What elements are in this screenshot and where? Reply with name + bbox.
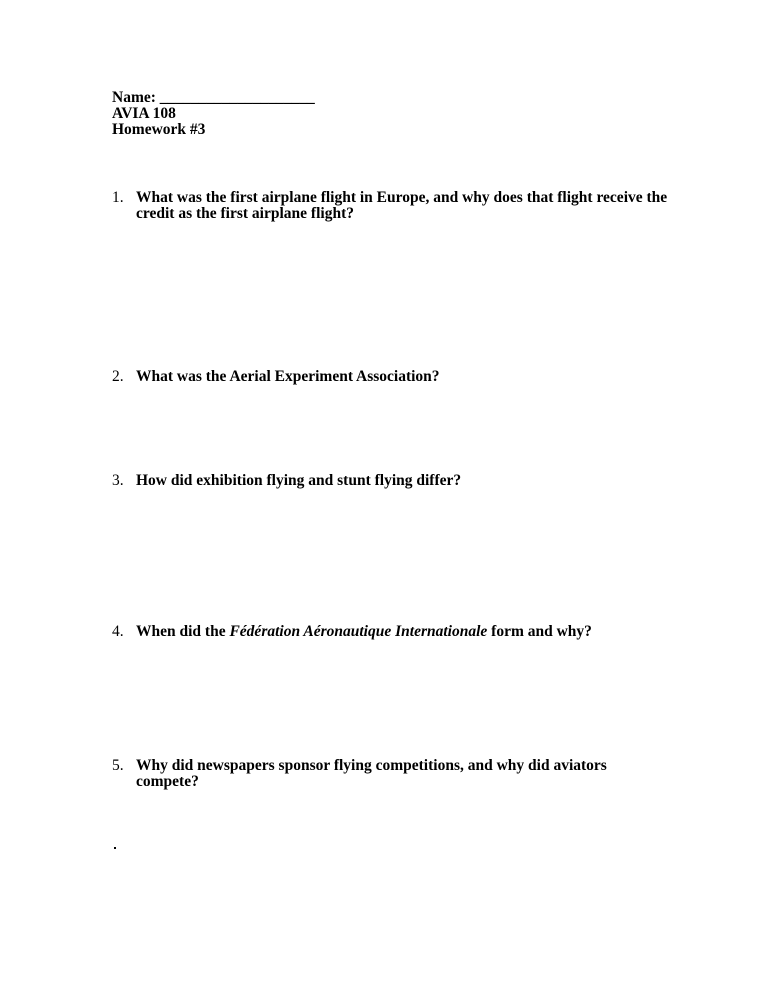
- question-text: What was the first airplane flight in Europe, and why does that flight receive the credit as the first airplane flight?: [136, 189, 668, 222]
- assignment-title: Homework #3: [112, 121, 206, 138]
- question-number: 5.: [112, 757, 124, 774]
- question-text: [136, 624, 672, 640]
- stray-mark: [114, 847, 116, 849]
- question-text: What was the Aerial Experiment Association?: [136, 368, 440, 385]
- course-code: AVIA 108: [112, 105, 176, 122]
- question-number: 2.: [112, 368, 124, 385]
- question-1: [112, 190, 672, 222]
- question-text: How did exhibition flying and stunt flying differ?: [136, 472, 462, 489]
- question-text-before: When did the: [136, 623, 230, 640]
- question-2: [112, 369, 672, 385]
- name-field-label: Name: ____________________: [112, 89, 315, 106]
- question-4: [112, 624, 672, 640]
- question-text: Why did newspapers sponsor flying competitions, and why did aviators compete?: [136, 757, 607, 790]
- document-header: [112, 90, 315, 138]
- question-number: 3.: [112, 472, 124, 489]
- question-number: 1.: [112, 189, 124, 206]
- question-5: [112, 758, 672, 790]
- question-3: [112, 473, 672, 489]
- organization-name: Fédération Aéronautique Internationale: [229, 623, 488, 640]
- question-number: 4.: [112, 623, 124, 640]
- question-text-after: form and why?: [487, 623, 592, 640]
